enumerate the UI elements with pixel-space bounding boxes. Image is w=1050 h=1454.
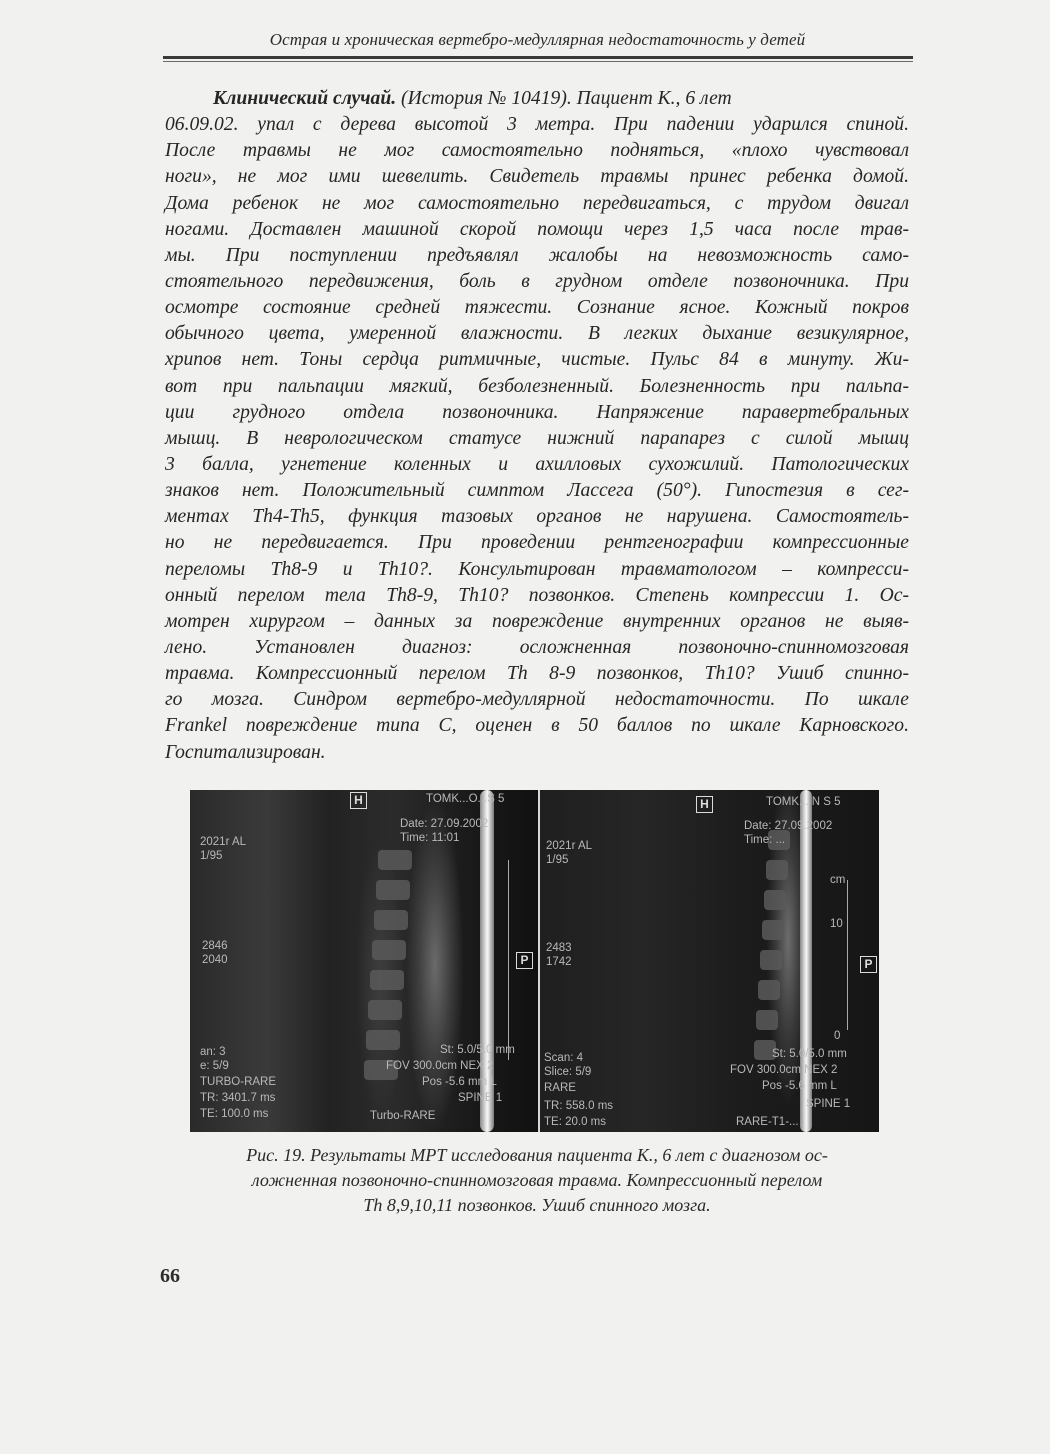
mri-info: Pos -5.6 mm L bbox=[422, 1076, 497, 1088]
clinical-case-heading: Клинический случай. bbox=[213, 88, 397, 109]
header-rule-thin bbox=[163, 61, 913, 62]
mri-info: SPINE 1 bbox=[458, 1092, 503, 1104]
caption-line: Th 8,9,10,11 позвонков. Ушиб спинного мозга. bbox=[363, 1195, 711, 1215]
mri-info: FOV 300.0cm NEX 2 bbox=[386, 1060, 494, 1072]
mri-date: Date: 27.09.2002 bbox=[400, 818, 489, 830]
text-line: но не передвигается. При проведении рентгенографии компрессионные bbox=[165, 532, 909, 554]
text-line: ции грудного отдела позвоночника. Напряжение паравертебральных bbox=[165, 401, 909, 423]
mri-info: Scan: 4 bbox=[544, 1052, 583, 1064]
vertebra-shape bbox=[366, 1030, 400, 1050]
vertebra-shape bbox=[758, 980, 780, 1000]
text-line: го мозга. Синдром вертебро-медуллярной недостаточности. По шкале bbox=[165, 689, 909, 711]
mri-date: Date: 27.09.2002 bbox=[744, 820, 833, 832]
marker-h: H bbox=[350, 792, 367, 809]
text-line: мотрен хирургом – данных за повреждение внутренних органов не выяв- bbox=[165, 610, 909, 632]
mri-info: 2021r AL bbox=[546, 840, 593, 852]
scale-bar bbox=[508, 860, 509, 1060]
mri-info: TR: 558.0 ms bbox=[544, 1100, 614, 1112]
vertebra-shape bbox=[756, 1010, 778, 1030]
text-line: ноги», не мог ими шевелить. Свидетель травмы принес ребенка домой. bbox=[165, 166, 909, 188]
mri-info: RARE-T1-... bbox=[736, 1116, 799, 1128]
text-line: знаков нет. Положительный симптом Лассега (50°). Гипостезия в сег- bbox=[165, 480, 909, 502]
mri-info: 1742 bbox=[546, 956, 572, 968]
text-line: Frankel повреждение типа С, оценен в 50 баллов по шкале Карновского. bbox=[165, 715, 909, 737]
mri-info: TE: 20.0 ms bbox=[544, 1116, 606, 1128]
mri-info: TE: 100.0 ms bbox=[200, 1108, 269, 1120]
mri-time: Time: 11:01 bbox=[400, 832, 460, 844]
text-line: лено. Установлен диагноз: осложненная позвоночно-спинномозговая bbox=[165, 636, 909, 658]
vertebra-shape bbox=[764, 890, 786, 910]
text-line: 06.09.02. упал с дерева высотой 3 метра. При падении ударился спиной. bbox=[165, 114, 909, 136]
vertebra-shape bbox=[766, 860, 788, 880]
text-line: мышц. В неврологическом статусе нижний парапарез с силой мышц bbox=[165, 427, 909, 449]
vertebra-shape bbox=[378, 850, 412, 870]
scale-bar bbox=[847, 880, 848, 1030]
marker-h: H bbox=[696, 796, 713, 813]
mri-image-left bbox=[190, 790, 538, 1132]
mri-info: St: 5.0/5.0 mm bbox=[440, 1044, 515, 1056]
text-line: Госпитализирован. bbox=[165, 741, 326, 763]
caption-line: ложненная позвоночно-спинномозговая травма. Компрессионный перелом bbox=[251, 1170, 823, 1190]
text-line: обычного цвета, умеренной влажности. В легких дыхание везикулярное, bbox=[165, 323, 909, 345]
text-line: ментах Th4-Th5, функция тазовых органов не нарушена. Самостоятель- bbox=[165, 506, 909, 528]
mri-info: RARE bbox=[544, 1082, 576, 1094]
text-line: ногами. Доставлен машиной скорой помощи через 1,5 часа после трав- bbox=[165, 218, 909, 240]
text-line: мы. При поступлении предъявлял жалобы на невозможность само- bbox=[165, 244, 909, 266]
vertebra-shape bbox=[368, 1000, 402, 1020]
vertebra-shape bbox=[376, 880, 410, 900]
running-header: Острая и хроническая вертебро-медуллярная недостаточность у детей bbox=[269, 30, 806, 49]
text-line: После травмы не мог самостоятельно подняться, «плохо чувствовал bbox=[165, 140, 909, 162]
scale-label: cm bbox=[830, 874, 846, 886]
mri-info: TURBO-RARE bbox=[200, 1076, 277, 1088]
figure-caption bbox=[165, 1143, 909, 1218]
text-line: вот при пальпации мягкий, безболезненный. Болезненность при пальпа- bbox=[165, 375, 909, 397]
page-number: 66 bbox=[160, 1265, 180, 1287]
mri-info: Slice: 5/9 bbox=[544, 1066, 592, 1078]
caption-line: Рис. 19. Результаты МРТ исследования пациента К., 6 лет с диагнозом ос- bbox=[246, 1145, 828, 1165]
text-line: онный перелом тела Th8-9, Th10? позвонков. Степень компрессии 1. Ос- bbox=[165, 584, 909, 606]
clinical-case-text bbox=[165, 86, 909, 766]
mri-figure bbox=[190, 790, 879, 1132]
mri-info: TR: 3401.7 ms bbox=[200, 1092, 276, 1104]
scale-label: 10 bbox=[830, 918, 843, 930]
text-line: переломы Th8-9 и Th10?. Консультирован травматологом – компресси- bbox=[165, 558, 909, 580]
text-line: хрипов нет. Тоны сердца ритмичные, чистые. Пульс 84 в минуту. Жи- bbox=[165, 349, 909, 371]
mri-info: 2483 bbox=[546, 942, 572, 954]
vertebra-shape bbox=[374, 910, 408, 930]
mri-time: Time: ... bbox=[744, 834, 786, 846]
mri-info: 2846 bbox=[202, 940, 228, 952]
vertebra-shape bbox=[372, 940, 406, 960]
mri-info: 1/95 bbox=[546, 854, 569, 866]
scale-label: 0 bbox=[834, 1030, 841, 1042]
vertebra-shape bbox=[762, 920, 784, 940]
text-line: Клинический случай. (История № 10419). Пациент К., 6 лет bbox=[213, 88, 732, 109]
mri-name: TOMK...O...S 5 bbox=[426, 793, 505, 805]
mri-info: Pos -5.6 mm L bbox=[762, 1080, 837, 1092]
mri-info: St: 5.0/5.0 mm bbox=[772, 1048, 847, 1060]
text-line: 3 балла, угнетение коленных и ахилловых сухожилий. Патологических bbox=[165, 453, 909, 475]
text-line: травма. Компрессионный перелом Th 8-9 позвонков, Th10? Ушиб спинно- bbox=[165, 663, 909, 685]
vertebra-shape bbox=[760, 950, 782, 970]
mri-image-right bbox=[540, 790, 879, 1132]
mri-info: 1/95 bbox=[200, 850, 223, 862]
mri-info: e: 5/9 bbox=[200, 1060, 229, 1072]
mri-name: TOMK... N S 5 bbox=[766, 796, 841, 808]
mri-info: SPINE 1 bbox=[806, 1098, 851, 1110]
mri-info: an: 3 bbox=[200, 1046, 226, 1058]
marker-p: P bbox=[860, 956, 877, 973]
mri-info: 2021r AL bbox=[200, 836, 247, 848]
mri-info: FOV 300.0cm NEX 2 bbox=[730, 1064, 838, 1076]
text-line: Дома ребенок не мог самостоятельно передвигаться, с трудом двигал bbox=[165, 192, 909, 214]
vertebra-shape bbox=[370, 970, 404, 990]
mri-info: Turbo-RARE bbox=[370, 1110, 436, 1122]
mri-info: 2040 bbox=[202, 954, 228, 966]
text-line: осмотре состояние средней тяжести. Сознание ясное. Кожный покров bbox=[165, 297, 909, 319]
header-rule bbox=[163, 56, 913, 59]
text-line: стоятельного передвижения, боль в грудном отделе позвоночника. При bbox=[165, 270, 909, 292]
marker-p: P bbox=[516, 952, 533, 969]
